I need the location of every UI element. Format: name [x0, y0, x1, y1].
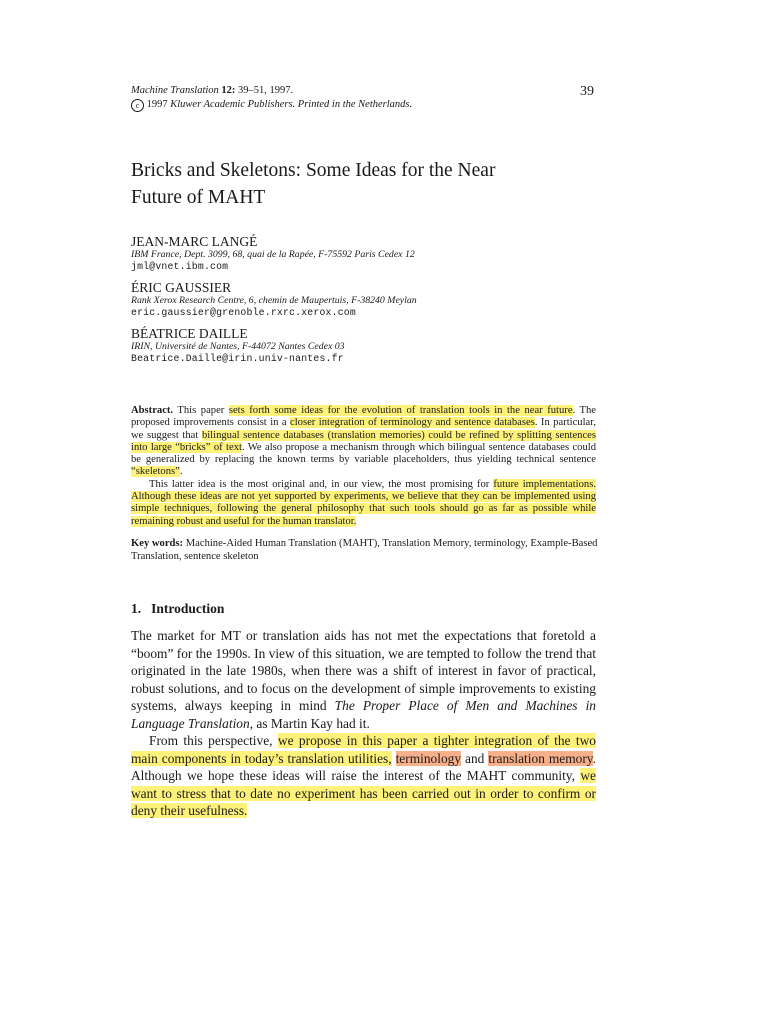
highlighted-text: closer integration of terminology and sentence databases	[290, 417, 535, 429]
text-run: From this perspective,	[149, 733, 278, 748]
author-email: jml@vnet.ibm.com	[131, 261, 229, 272]
text-run: .	[179, 466, 183, 478]
paragraph-text	[131, 733, 596, 818]
text-run	[392, 751, 396, 766]
author-block	[131, 326, 345, 365]
body-paragraph-1	[131, 627, 596, 732]
body-paragraph-2	[131, 732, 596, 820]
highlighted-text: future implementations. Although these ideas are not yet supported by experiments, we believe that they can be implemented using simple techniques, following the general philosophy that such tools should go as far as possible while remaining robust and useful for the human translator.	[131, 478, 596, 527]
journal-citation	[131, 84, 412, 112]
section-number: 1.	[131, 601, 142, 616]
author-affiliation: Rank Xerox Research Centre, 6, chemin de Maupertuis, F-38240 Meylan	[131, 295, 417, 306]
journal-pages-year: 39–51, 1997.	[238, 85, 294, 96]
body-text	[131, 627, 596, 820]
keywords-label: Key words:	[131, 538, 184, 549]
text-run: and	[461, 750, 489, 766]
keywords	[131, 538, 601, 563]
text-run: . Although we hope these ideas will raise the interest of the MAHT community,	[131, 750, 596, 783]
text-run: This latter idea is the most original and, in our view, the most promising for	[149, 478, 494, 490]
abstract	[131, 405, 596, 528]
text-run: The Proper Place of Men and Machines in Language Translation	[131, 698, 596, 731]
abstract-paragraph-2	[131, 479, 596, 528]
text-run: The market for MT or translation aids has not met the expectations that foretold a “boom” for the 1990s. In view of this situation, we are tempted to follow the trend that originated in the late 1980s, when there was a shift of interest in favor of practical, robust solutions, and to focus on the development of simple improvements to existing systems, always keeping in mind	[131, 628, 596, 713]
highlighted-text: bilingual sentence databases (translation memories) could be refined by splitting sentences into large “bricks” of text	[131, 429, 597, 453]
author-name: JEAN-MARC LANGÉ	[131, 234, 258, 249]
page-number: 39	[580, 84, 594, 99]
paragraph-text	[131, 628, 596, 731]
highlighted-text: we want to stress that to date no experiment has been carried out in order to confirm or deny their usefulness.	[131, 768, 596, 818]
abstract-label: Abstract.	[131, 405, 174, 416]
author-affiliation: IBM France, Dept. 3099, 68, quai de la Rapée, F-75592 Paris Cedex 12	[131, 249, 415, 260]
author-block	[131, 280, 417, 319]
publisher: Kluwer Academic Publishers. Printed in the Netherlands.	[170, 99, 413, 110]
paper-title	[131, 157, 591, 211]
title-line-1: Bricks and Skeletons: Some Ideas for the Near	[131, 160, 496, 181]
abstract-text	[131, 479, 596, 527]
author-email: Beatrice.Daille@irin.univ-nantes.fr	[131, 353, 344, 364]
keywords-text: Machine-Aided Human Translation (MAHT), Translation Memory, terminology, Example-Based Translation, sentence skeleton	[131, 538, 598, 562]
text-run: This paper	[173, 405, 229, 416]
abstract-text	[131, 405, 596, 477]
copyright-year: 1997	[146, 99, 168, 110]
author-name: BÉATRICE DAILLE	[131, 326, 248, 341]
title-line-2: Future of MAHT	[131, 187, 266, 208]
highlighted-term: translation memory	[488, 750, 593, 766]
copyright-icon: c	[131, 99, 144, 112]
author-block	[131, 234, 415, 273]
journal-name: Machine Translation	[131, 85, 219, 96]
text-run: . We also propose a mechanism through which bilingual sentence databases could be generalized by replacing the known terms by variable placeholders, thus yielding technical sentence	[131, 441, 596, 466]
text-run: . The proposed improvements consist in a	[131, 405, 596, 429]
text-run: . In particular, we suggest that	[131, 417, 596, 441]
abstract-paragraph-1	[131, 405, 596, 479]
author-affiliation: IRIN, Université de Nantes, F-44072 Nantes Cedex 03	[131, 341, 345, 352]
highlighted-text: sets forth some ideas for the evolution of translation tools in the near future	[228, 405, 573, 416]
highlighted-text: we propose in this paper a tighter integration of the two main components in today’s translation utilities,	[131, 733, 596, 766]
section-title: Introduction	[151, 601, 225, 616]
journal-volume: 12:	[221, 85, 236, 96]
author-email: eric.gaussier@grenoble.rxrc.xerox.com	[131, 307, 356, 318]
author-name: ÉRIC GAUSSIER	[131, 280, 232, 295]
text-run: , as Martin Kay had it.	[249, 715, 370, 731]
highlighted-term: terminology	[395, 750, 462, 766]
section-heading	[131, 601, 234, 617]
highlighted-text: “skeletons”	[131, 466, 180, 478]
